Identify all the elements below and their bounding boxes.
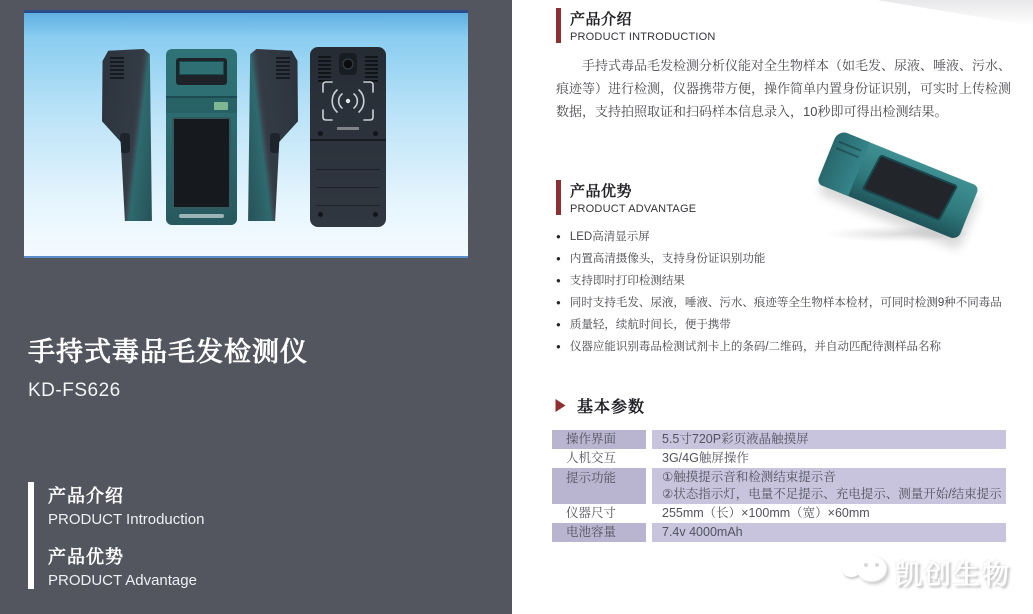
left-section-index: [28, 482, 204, 589]
nfc-contactless-icon: [320, 79, 376, 128]
spec-value-line: ②状态指示灯，电量不足提示、充电提示、测量开始/结束提示: [662, 487, 1002, 501]
seam-line: [316, 187, 380, 188]
table-row: [552, 430, 1006, 449]
table-row: [552, 468, 1006, 504]
device-right-side-view: [246, 49, 298, 221]
red-accent-bar: [556, 180, 561, 215]
chat-bubbles-icon: [843, 552, 887, 592]
device-front-view: [166, 49, 237, 225]
bullet-text: 支持即时打印检测结果: [569, 275, 685, 287]
device-left-side-view: [102, 49, 154, 221]
section-title-en: PRODUCT INTRODUCTION: [570, 31, 716, 43]
seam-line: [316, 169, 380, 170]
spec-value: 7.4v 4000mAh: [652, 523, 1006, 542]
screw-dot: [318, 212, 323, 217]
spec-label: 电池容量: [552, 523, 646, 542]
bullet-text: 内置高清摄像头，支持身份证识别功能: [569, 253, 766, 265]
screw-dot: [373, 212, 378, 217]
advantage-section-header: [556, 180, 696, 215]
nfc-text-label: [337, 127, 359, 130]
device-screen: [861, 154, 958, 221]
spec-label: 仪器尺寸: [566, 506, 617, 520]
device-back-view: [310, 47, 386, 227]
bullet-text: 仪器应能识别毒品检测试剂卡上的条码/二维码，并自动匹配待测样品名称: [569, 341, 942, 353]
spec-value: 5.5寸720P彩页液晶触摸屏: [652, 430, 1006, 449]
spec-value: 255mm（长）×100mm（宽）×60mm: [662, 506, 870, 520]
bullet-dot-icon: ●: [556, 298, 561, 307]
bullet-dot-icon: ●: [556, 276, 561, 285]
bullet-dot-icon: ●: [556, 232, 561, 241]
big-bubble: [857, 556, 887, 582]
product-gallery-image: [24, 10, 468, 258]
bullet-item: [556, 314, 1026, 336]
spec-label: 操作界面: [552, 430, 646, 449]
vent-grill-icon: [276, 57, 290, 81]
brand-name: 凯创生物: [895, 559, 1011, 590]
left-dark-panel: [0, 0, 512, 614]
bullet-text: 质量轻，续航时间长，便于携带: [569, 319, 731, 331]
brand-watermark: [843, 552, 1011, 592]
product-title-block: [28, 330, 308, 402]
bullet-item: [556, 292, 1026, 314]
bottom-label: [179, 214, 224, 218]
device-screen: [172, 117, 231, 209]
product-model: KD-FS626: [28, 380, 121, 401]
printer-lid: [179, 61, 224, 75]
intro-section-header: [556, 8, 716, 43]
spec-value-line: ①触摸提示音和检测结束提示音: [662, 470, 836, 484]
section-title-cn: 产品优势: [570, 183, 633, 200]
seam-line: [316, 205, 380, 206]
specs-title: 基本参数: [577, 399, 646, 416]
bullet-item: [556, 248, 1026, 270]
index-item-cn: 产品优势: [48, 547, 124, 567]
index-item-cn: 产品介绍: [48, 486, 124, 506]
red-chevron-icon: [554, 398, 567, 413]
specs-table: [552, 430, 1006, 542]
camera-icon: [339, 53, 357, 75]
bullet-item: [556, 226, 1026, 248]
device-angled-view: [817, 130, 980, 241]
red-accent-bar: [556, 8, 561, 43]
bullet-text: 同时支持毛发、尿液，唾液、污水、痕迹等全生物样本检材，可同时检测9种不同毒品: [569, 297, 1002, 309]
screw-dot: [318, 131, 323, 136]
table-row: [552, 523, 1006, 542]
specs-section-header: [554, 394, 645, 417]
intro-paragraph: 手持式毒品毛发检测分析仪能对全生物样本（如毛发、尿液、唾液、污水、痕迹等）进行检测，仪器携带方便，操作简单内置身份证识别，可实时上传检测数据，支持拍照取证和扫码样本信息录入，10秒即可得出检测结果。: [556, 58, 1012, 119]
product-title: 手持式毒品毛发检测仪: [28, 337, 308, 367]
index-item-advantage: [48, 543, 204, 589]
spec-value: 3G/4G触屏操作: [662, 451, 749, 465]
index-item-en: PRODUCT Introduction: [48, 511, 205, 528]
table-row: [552, 449, 1006, 468]
section-title-en: PRODUCT ADVANTAGE: [570, 203, 697, 215]
right-content-panel: [512, 0, 1033, 614]
bullet-item: [556, 270, 1026, 292]
side-button: [270, 133, 280, 153]
brand-label: [214, 102, 228, 110]
bullet-dot-icon: ●: [556, 320, 561, 329]
index-item-en: PRODUCT Advantage: [48, 572, 197, 589]
bullet-dot-icon: ●: [556, 342, 561, 351]
section-title-cn: 产品介绍: [570, 11, 633, 28]
vent-grill-icon: [110, 57, 124, 81]
bullet-text: LED高清显示屏: [569, 231, 650, 243]
advantage-bullet-list: [556, 226, 1026, 358]
bullet-item: [556, 336, 1026, 358]
seam-line: [310, 139, 386, 141]
screw-dot: [373, 131, 378, 136]
bullet-dot-icon: ●: [556, 254, 561, 263]
printer-slot: [176, 58, 227, 85]
table-row: [552, 504, 1006, 523]
index-item-introduction: [48, 482, 204, 528]
side-button: [120, 133, 130, 153]
spec-label: 提示功能: [552, 468, 646, 504]
corner-shade: [843, 0, 1033, 26]
spec-value: [652, 468, 1006, 504]
spec-label: 人机交互: [566, 451, 617, 465]
